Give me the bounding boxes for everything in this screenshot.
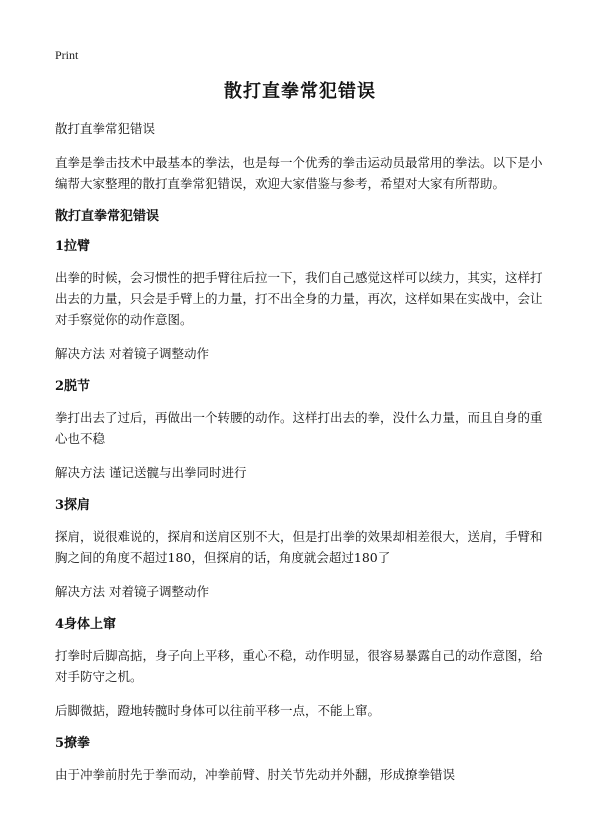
subtitle: 散打直拳常犯错误 <box>55 121 156 136</box>
item-solution-4: 后脚微掂，蹬地转髋时身体可以往前平移一点，不能上窜。 <box>55 703 381 718</box>
item-heading-4: 4身体上窜 <box>55 617 117 632</box>
item-solution-1: 解决方法 对着镜子调整动作 <box>55 346 209 361</box>
item-text-1: 出拳的时候，会习惯性的把手臂往后拉一下，我们自己感觉这样可以续力，其实，这样打出去的力量，只会是手臂上的力量，打不出全身的力量，再次，这样如果在实战中，会让对手察觉你的动作意图。 <box>55 270 543 327</box>
intro-paragraph: 直拳是拳击技术中最基本的拳法，也是每一个优秀的拳击运动员最常用的拳法。以下是小编帮大家整理的散打直拳常犯错误，欢迎大家借鉴与参考，希望对大家有所帮助。 <box>55 155 543 191</box>
item-text-2: 拳打出去了过后，再做出一个转腰的动作。这样打出去的拳，没什么力量，而且自身的重心也不稳 <box>55 410 543 446</box>
item-text-3: 探肩，说很难说的，探肩和送肩区别不大，但是打出拳的效果却相差很大，送肩，手臂和胸之间的角度不超过180，但探肩的话，角度就会超过180了 <box>55 529 543 565</box>
item-solution-3: 解决方法 对着镜子调整动作 <box>55 584 209 599</box>
item-heading-1: 1拉臂 <box>55 239 91 254</box>
page-title: 散打直拳常犯错误 <box>224 81 376 102</box>
item-text-4: 打拳时后脚高掂，身子向上平移，重心不稳，动作明显，很容易暴露自己的动作意图，给对手防守之机。 <box>55 648 543 684</box>
section-heading: 散打直拳常犯错误 <box>55 209 160 224</box>
print-link[interactable]: Print <box>55 48 79 62</box>
item-heading-5: 5撩拳 <box>55 736 91 751</box>
item-text-5: 由于冲拳前肘先于拳而动，冲拳前臂、肘关节先动并外翻，形成撩拳错误 <box>55 767 456 782</box>
item-heading-2: 2脱节 <box>55 379 91 394</box>
article-body <box>55 118 550 798</box>
item-heading-3: 3探肩 <box>55 498 91 513</box>
item-solution-2: 解决方法 谨记送髋与出拳同时进行 <box>55 465 247 480</box>
